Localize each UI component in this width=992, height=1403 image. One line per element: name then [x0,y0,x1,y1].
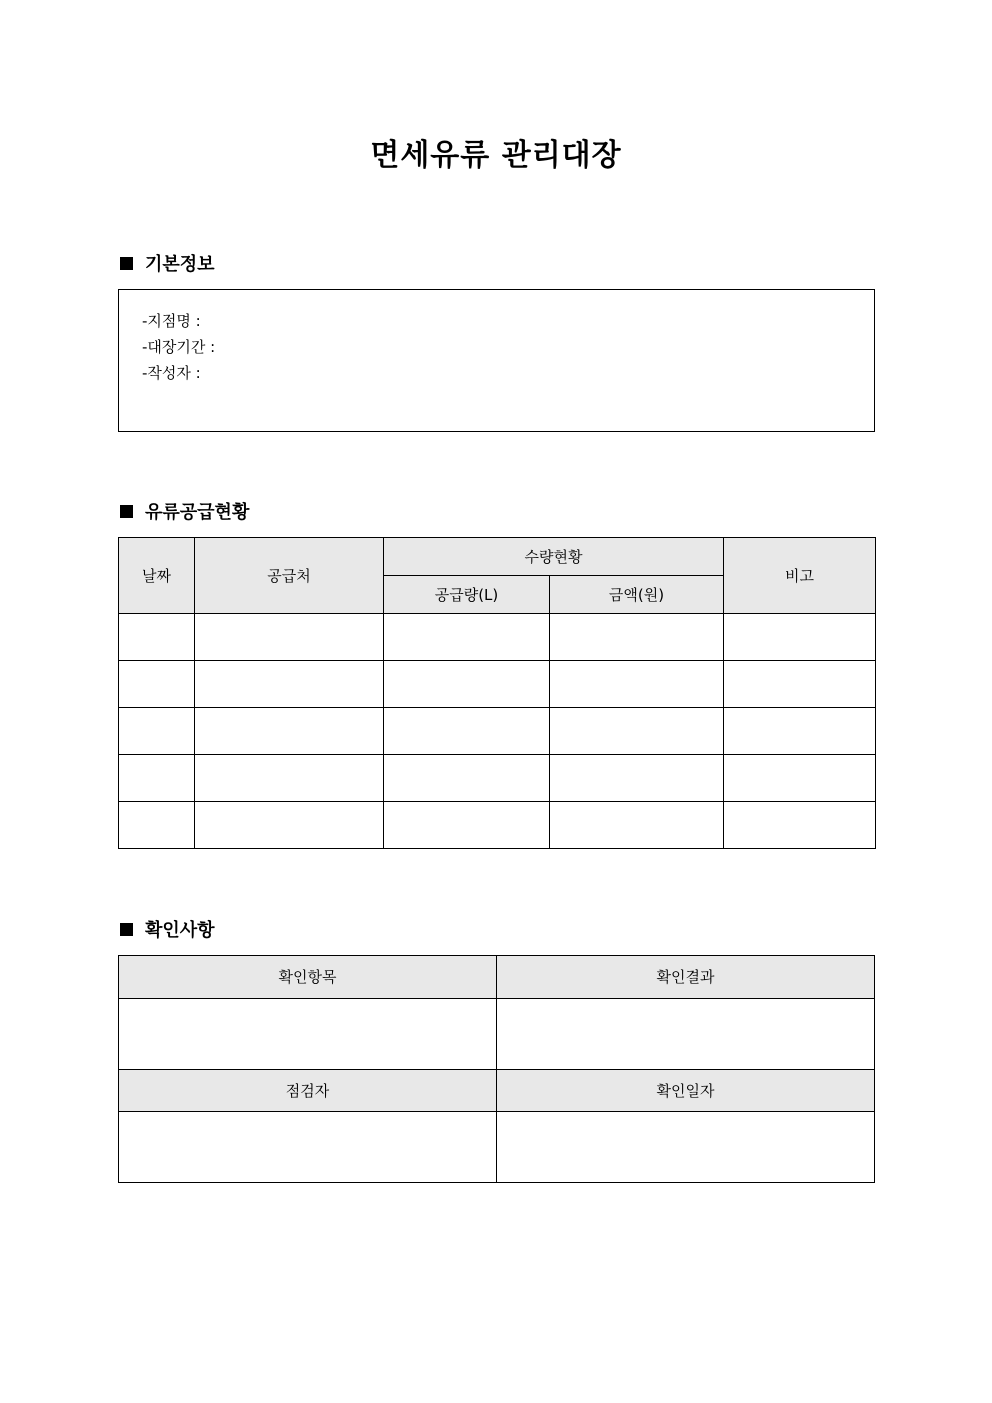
supply-amount-cell[interactable] [384,614,550,661]
supply-amount-cell[interactable] [384,708,550,755]
remarks-cell[interactable] [724,708,876,755]
supplier-cell[interactable] [195,755,384,802]
date-cell[interactable] [119,661,195,708]
section-heading-label: 유류공급현황 [145,502,250,523]
date-cell[interactable] [119,708,195,755]
section-heading-basic-info [120,253,215,277]
supply-status-table [118,537,876,849]
document-title: 면세유류 관리대장 [370,138,622,173]
basic-info-box [118,289,875,432]
remarks-cell[interactable] [724,802,876,849]
header-supplier: 공급처 [195,538,384,614]
supplier-cell[interactable] [195,708,384,755]
section-heading-confirmation [120,919,215,943]
table-row [119,708,876,755]
remarks-cell[interactable] [724,614,876,661]
date-cell[interactable] [119,802,195,849]
price-cell[interactable] [550,614,724,661]
header-inspector: 점검자 [119,1070,497,1112]
price-cell[interactable] [550,755,724,802]
remarks-cell[interactable] [724,661,876,708]
square-bullet-icon [120,505,133,518]
section-heading-label: 기본정보 [145,254,215,275]
supply-amount-cell[interactable] [384,661,550,708]
ledger-period-label: -대장기간 : [142,338,216,356]
square-bullet-icon [120,923,133,936]
check-result-cell[interactable] [497,999,875,1070]
header-check-item: 확인항목 [119,956,497,999]
branch-name-label: -지점명 : [142,312,201,330]
header-date: 날짜 [119,538,195,614]
header-check-date: 확인일자 [497,1070,875,1112]
inspector-cell[interactable] [119,1112,497,1183]
supplier-cell[interactable] [195,614,384,661]
supply-amount-cell[interactable] [384,802,550,849]
check-date-cell[interactable] [497,1112,875,1183]
table-row [119,755,876,802]
square-bullet-icon [120,257,133,270]
section-heading-supply-status [120,501,249,525]
price-cell[interactable] [550,708,724,755]
check-item-cell[interactable] [119,999,497,1070]
header-supply-amount: 공급량(L) [384,576,550,614]
table-row [119,802,876,849]
section-heading-label: 확인사항 [145,920,215,941]
supply-amount-cell[interactable] [384,755,550,802]
confirmation-table [118,955,875,1183]
remarks-cell[interactable] [724,755,876,802]
table-row [119,661,876,708]
header-remarks: 비고 [724,538,876,614]
writer-label: -작성자 : [142,364,201,382]
date-cell[interactable] [119,614,195,661]
header-quantity-group: 수량현황 [384,538,724,576]
price-cell[interactable] [550,802,724,849]
date-cell[interactable] [119,755,195,802]
supplier-cell[interactable] [195,661,384,708]
header-price: 금액(원) [550,576,724,614]
supplier-cell[interactable] [195,802,384,849]
price-cell[interactable] [550,661,724,708]
table-row [119,614,876,661]
header-check-result: 확인결과 [497,956,875,999]
